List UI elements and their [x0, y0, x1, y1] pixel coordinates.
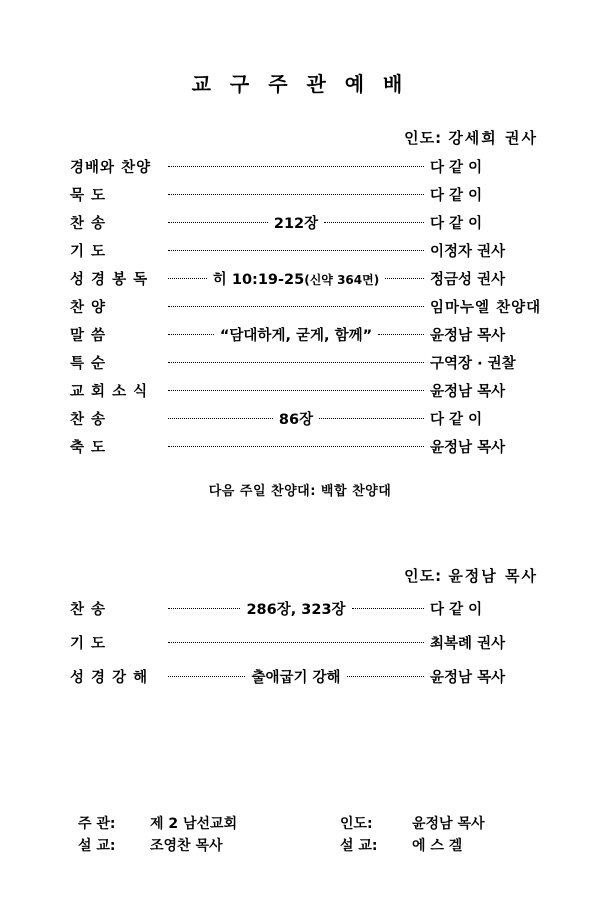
order-item-label: 찬 송 [70, 412, 107, 428]
page-title: 교 구 주 관 예 배 [191, 72, 409, 96]
bulletin-page [0, 68, 600, 905]
order-item-label: 특 순 [70, 356, 107, 372]
order-row [0, 666, 600, 700]
footer-right-label: 인도: [340, 816, 373, 832]
dot-leader [168, 166, 424, 167]
order-row [0, 156, 600, 184]
footer-left-value: 제 2 남선교회 [150, 816, 238, 832]
order-item-person: 다 같 이 [430, 412, 483, 428]
dot-leader [319, 418, 424, 419]
dot-leader [168, 362, 424, 363]
leader-name: 윤정남 목사 [448, 567, 538, 585]
order-item-label: 축 도 [70, 440, 107, 456]
order-item-person: 구역장 · 권찰 [430, 356, 516, 372]
order-item-detail: 86장 [278, 412, 314, 428]
order-row [0, 380, 600, 408]
footer-row [78, 835, 538, 857]
next-week-choir-notice: 다음 주일 찬양대: 백합 찬양대 [208, 484, 392, 499]
dot-leader [168, 306, 424, 307]
dot-leader [168, 278, 207, 279]
dot-leader [168, 194, 424, 195]
order-row [0, 352, 600, 380]
order-item-label: 성 경 강 해 [70, 670, 149, 686]
footer-left-value: 조영찬 목사 [150, 838, 223, 854]
dot-leader [168, 222, 268, 223]
footer-right-label: 설 교: [340, 838, 378, 854]
leader-line-secondary [0, 565, 600, 586]
order-item-detail [213, 268, 379, 289]
service-section-primary [0, 127, 600, 499]
dot-leader [168, 676, 245, 677]
footer-left-label: 설 교: [78, 838, 116, 854]
order-of-worship-primary [0, 156, 600, 464]
footer-left-label: 주 관: [78, 816, 116, 832]
order-item-person: 다 같 이 [430, 188, 483, 204]
order-item-person: 다 같 이 [430, 216, 483, 232]
order-item-person: 윤정남 목사 [430, 328, 506, 344]
scripture-reference: 히 10:19-25 [212, 272, 305, 288]
service-section-secondary [0, 565, 600, 700]
footer-row [78, 813, 538, 835]
leader-line-primary [0, 127, 600, 148]
footer-credits [0, 813, 600, 857]
dot-leader [168, 418, 273, 419]
order-row [0, 324, 600, 352]
order-row [0, 268, 600, 296]
dot-leader [168, 250, 424, 251]
order-item-label: 기 도 [70, 636, 107, 652]
order-item-person: 윤정남 목사 [430, 440, 506, 456]
dot-leader [352, 608, 424, 609]
order-item-label: 찬 송 [70, 602, 107, 618]
dot-leader [168, 642, 424, 643]
dot-leader [385, 278, 424, 279]
leader-name: 강세희 권사 [448, 129, 538, 147]
order-row [0, 212, 600, 240]
order-row [0, 436, 600, 464]
leader-label: 인도: [404, 567, 443, 585]
dot-leader [168, 608, 240, 609]
order-row [0, 408, 600, 436]
order-row [0, 240, 600, 268]
order-item-person: 다 같 이 [430, 160, 483, 176]
dot-leader [168, 334, 214, 335]
footer-right-value: 에 스 겔 [412, 838, 463, 854]
dot-leader [347, 676, 424, 677]
order-item-label: 찬 양 [70, 300, 107, 316]
footer-right-value: 윤정남 목사 [412, 816, 485, 832]
order-item-label: 경배와 찬양 [70, 160, 152, 176]
order-item-detail: 212장 [273, 216, 319, 232]
dot-leader [168, 446, 424, 447]
order-item-person: 윤정남 목사 [430, 670, 506, 686]
order-item-person: 다 같 이 [430, 602, 483, 618]
dot-leader [378, 334, 424, 335]
order-item-label: 말 씀 [70, 328, 107, 344]
order-item-detail: 286장, 323장 [246, 602, 346, 618]
order-item-person: 최복례 권사 [430, 636, 506, 652]
order-of-worship-secondary [0, 598, 600, 700]
order-item-person: 정금성 권사 [430, 272, 506, 288]
dot-leader [324, 222, 424, 223]
order-item-label: 묵 도 [70, 188, 107, 204]
order-item-label: 교 회 소 식 [70, 384, 149, 400]
order-item-label: 찬 송 [70, 216, 107, 232]
order-item-label: 성 경 봉 독 [70, 272, 149, 288]
order-item-person: 임마누엘 찬양대 [430, 300, 542, 316]
order-row [0, 598, 600, 632]
order-row [0, 632, 600, 666]
order-row [0, 296, 600, 324]
sermon-title: “담대하게, 굳게, 함께” [219, 328, 373, 344]
scripture-page: (신약 364면) [304, 273, 380, 287]
order-row [0, 184, 600, 212]
order-item-detail: 출애굽기 강해 [251, 670, 341, 686]
order-item-person: 윤정남 목사 [430, 384, 506, 400]
order-item-person: 이정자 권사 [430, 244, 506, 260]
order-item-label: 기 도 [70, 244, 107, 260]
leader-label: 인도: [404, 129, 443, 147]
dot-leader [168, 390, 424, 391]
